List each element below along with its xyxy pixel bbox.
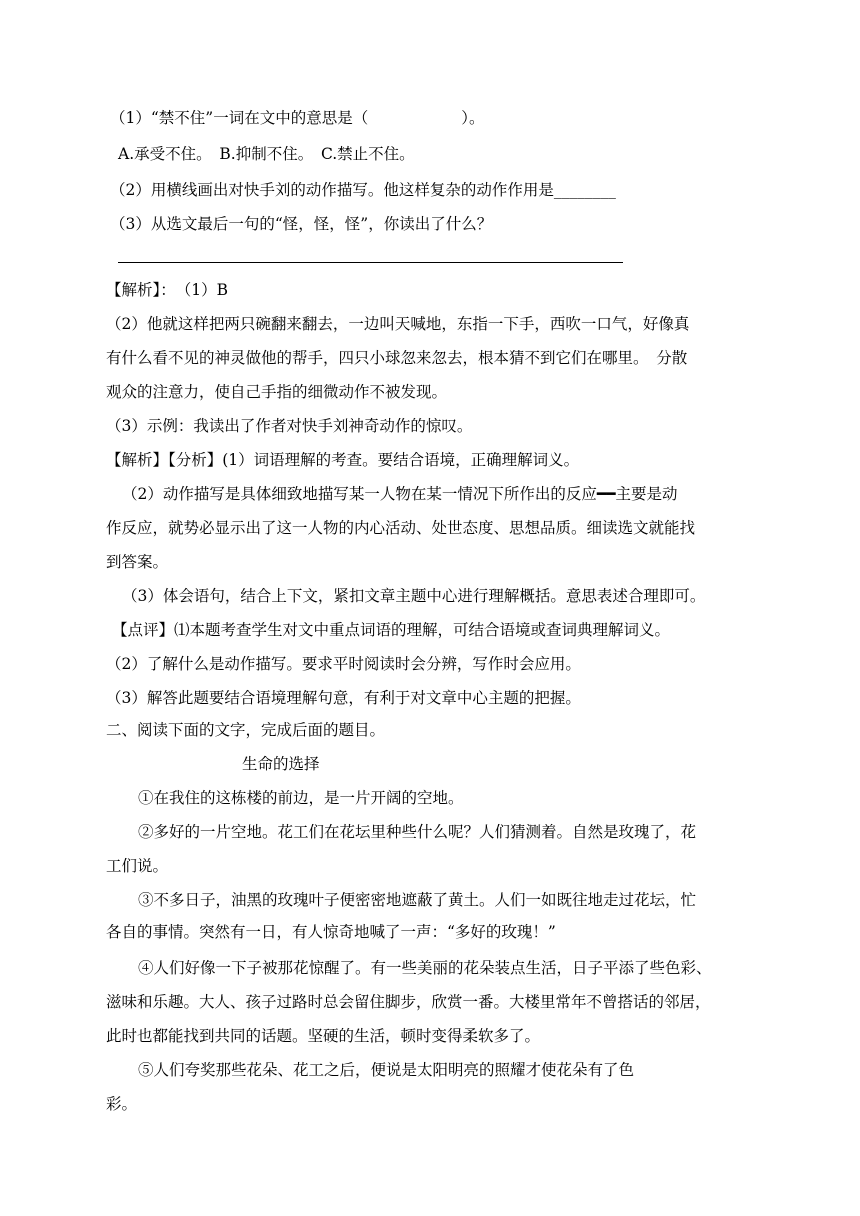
explanation-3: （3）体会语句，结合上下文，紧扣文章主题中心进行理解概括。意思表述合理即可。: [122, 587, 706, 605]
answer-line: [118, 262, 623, 263]
paragraph-1: ①在我住的这栋楼的前边，是一片开阔的空地。: [138, 789, 464, 807]
analysis-answer-2-line-2: 有什么看不见的神灵做他的帮手，四只小球忽来忽去，根本猜不到它们在哪里。 分散: [106, 349, 688, 367]
paragraph-3-line-2: 各自的事情。突然有一日，有人惊奇地喊了一声：“多好的玫瑰！”: [106, 923, 556, 941]
analysis-answer-3: （3）示例：我读出了作者对快手刘神奇动作的惊叹。: [106, 417, 473, 435]
paragraph-4-line-3: 此时也都能找到共同的话题。坚硬的生活，顿时变得柔软多了。: [106, 1027, 541, 1045]
article-title: 生命的选择: [242, 755, 320, 773]
paragraph-4-line-1: ④人们好像一下子被那花惊醒了。有一些美丽的花朵装点生活，日子平添了些色彩、: [138, 959, 712, 977]
question-2: （2）用横线画出对快手刘的动作描写。他这样复杂的动作作用是________: [110, 181, 616, 199]
paragraph-2-line-1: ②多好的一片空地。花工们在花坛里种些什么呢？人们猜测着。自然是玫瑰了，花: [138, 823, 697, 841]
section-2-heading: 二、阅读下面的文字，完成后面的题目。: [106, 721, 386, 739]
explanation-2-line-3: 到答案。: [106, 553, 169, 571]
comment-heading: 【点评】⑴本题考查学生对文中重点词语的理解，可结合语境或查词典理解词义。: [112, 621, 671, 639]
explanation-2-line-2: 作反应，就势必显示出了这一人物的内心活动、处世态度、思想品质。细读选文就能找: [106, 519, 696, 537]
explanation-heading: 【解析】【分析】(1）词语理解的考查。要结合语境，正确理解词义。: [106, 451, 580, 469]
analysis-answer-2-line-3: 观众的注意力，使自己手指的细微动作不被发现。: [106, 383, 448, 401]
question-3: （3）从选文最后一句的“怪，怪，怪”，你读出了什么？: [110, 215, 493, 233]
question-1: （1）“禁不住”一词在文中的意思是（ ）。: [110, 109, 485, 127]
paragraph-4-line-2: 滋味和乐趣。大人、孩子过路时总会留住脚步，欣赏一番。大楼里常年不曾搭话的邻居，: [106, 993, 711, 1011]
comment-2: （2）了解什么是动作描写。要求平时阅读时会分辨，写作时会应用。: [106, 655, 581, 673]
analysis-heading: 【解析】： （1）B: [106, 281, 229, 299]
paragraph-5-line-2: 彩。: [106, 1095, 138, 1113]
paragraph-2-line-2: 工们说。: [106, 857, 169, 875]
explanation-2-line-1: （2）动作描写是具体细致地描写某一人物在某一情况下所作出的反应━━主要是动: [122, 485, 678, 503]
paragraph-3-line-1: ③不多日子，油黑的玫瑰叶子便密密地遮蔽了黄土。人们一如既往地走过花坛，忙: [138, 891, 697, 909]
question-1-options: A.承受不住。 B.抑制不住。 C.禁止不住。: [118, 145, 415, 163]
analysis-answer-2-line-1: （2）他就这样把两只碗翻来翻去，一边叫天喊地，东指一下手，西吹一口气，好像真: [106, 315, 690, 333]
comment-3: （3）解答此题要结合语境理解句意，有利于对文章中心主题的把握。: [106, 689, 581, 707]
paragraph-5-line-1: ⑤人们夸奖那些花朵、花工之后，便说是太阳明亮的照耀才使花朵有了色: [138, 1061, 635, 1079]
